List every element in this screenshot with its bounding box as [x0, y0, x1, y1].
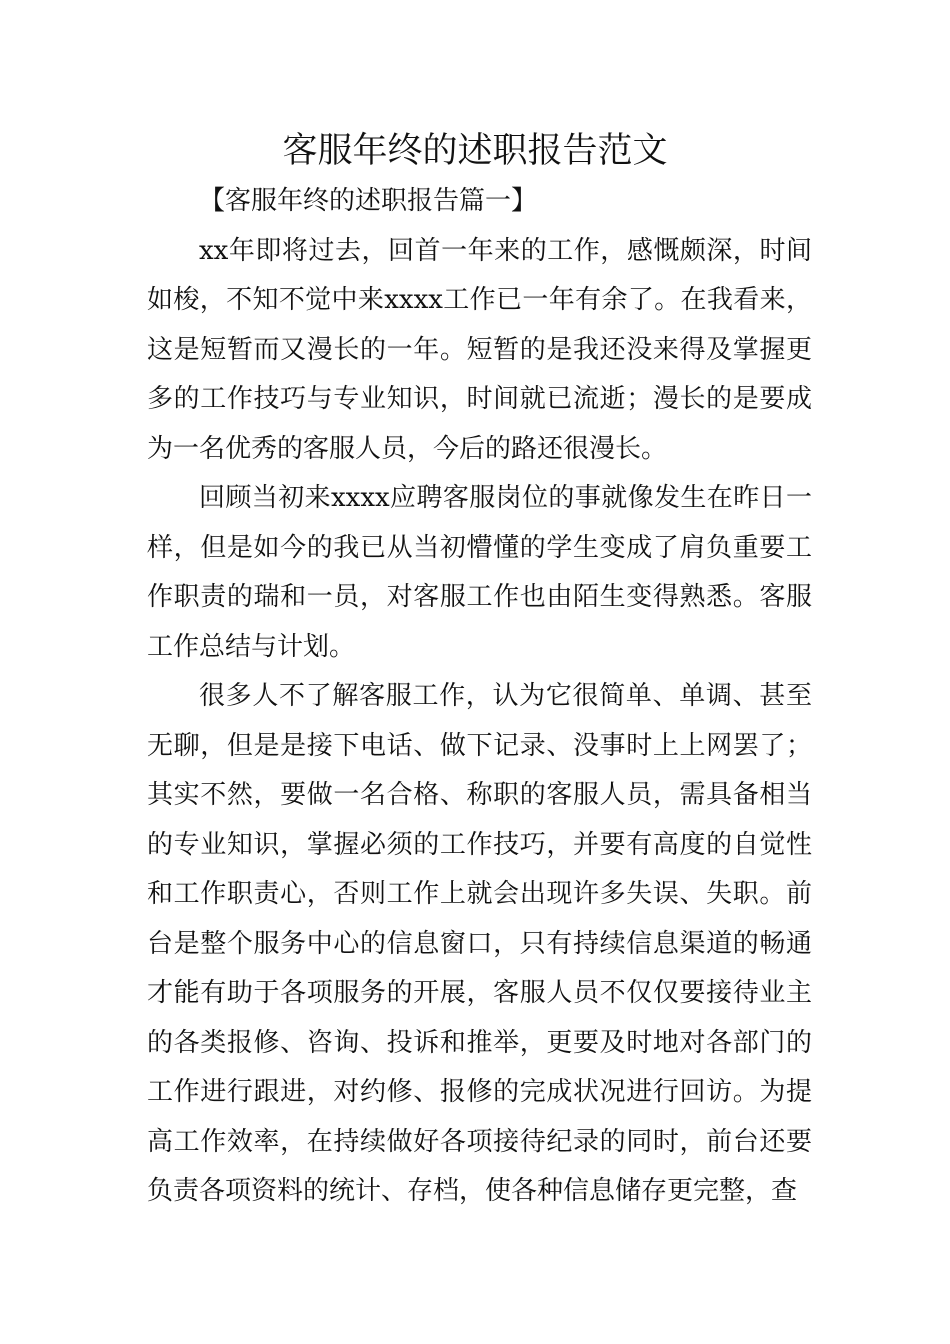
document-body	[147, 177, 812, 1217]
paragraph: 回顾当初来xxxx应聘客服岗位的事就像发生在昨日一样，但是如今的我已从当初懵懂的学生变成了肩负重要工作职责的瑞和一员，对客服工作也由陌生变得熟悉。客服工作总结与计划。	[147, 483, 812, 662]
paragraph: xx年即将过去，回首一年来的工作，感慨颇深，时间如梭，不知不觉中来xxxx工作已一年有余了。在我看来，这是短暂而又漫长的一年。短暂的是我还没来得及掌握更多的工作技巧与专业知识，时间就已流逝；漫长的是要成为一名优秀的客服人员，今后的路还很漫长。	[147, 235, 812, 464]
section-heading: 【客服年终的述职报告篇一】	[199, 186, 538, 216]
document-title: 客服年终的述职报告范文	[282, 131, 668, 171]
paragraph: 很多人不了解客服工作，认为它很简单、单调、甚至无聊，但是是接下电话、做下记录、没事时上上网罢了；其实不然，要做一名合格、称职的客服人员，需具备相当的专业知识，掌握必须的工作技巧，并要有高度的自觉性和工作职责心，否则工作上就会出现许多失误、失职。前台是整个服务中心的信息窗口，只有持续信息渠道的畅通才能有助于各项服务的开展，客服人员不仅仅要接待业主的各类报修、咨询、投诉和推举，更要及时地对各部门的工作进行跟进，对约修、报修的完成状况进行回访。为提高工作效率，在持续做好各项接待纪录的同时，前台还要负责各项资料的统计、存档，使各种信息储存更完整，查	[147, 681, 812, 1206]
